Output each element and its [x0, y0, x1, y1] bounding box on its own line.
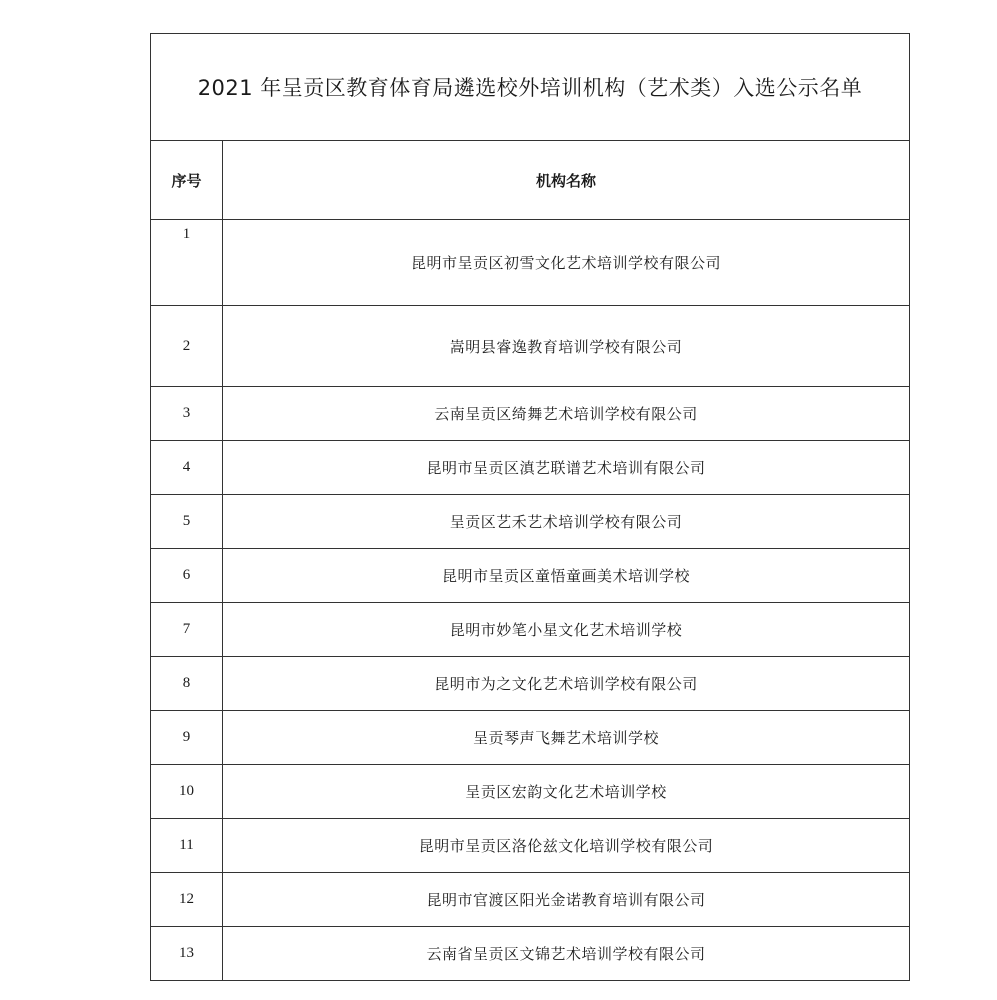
table-row: [151, 711, 910, 765]
row-name: 嵩明县睿逸教育培训学校有限公司: [223, 306, 910, 387]
row-name: 昆明市妙笔小星文化艺术培训学校: [223, 603, 910, 657]
row-name: 云南省呈贡区文锦艺术培训学校有限公司: [223, 927, 910, 981]
table-row: [151, 220, 910, 306]
table-row: [151, 441, 910, 495]
row-name: 呈贡区宏韵文化艺术培训学校: [223, 765, 910, 819]
row-index: 9: [151, 711, 223, 765]
row-name: 昆明市呈贡区洛伦兹文化培训学校有限公司: [223, 819, 910, 873]
row-index: 8: [151, 657, 223, 711]
row-index: 2: [151, 306, 223, 387]
table-row: [151, 765, 910, 819]
row-index: 1: [151, 220, 223, 306]
selection-list-table: [150, 33, 910, 981]
table-row: [151, 927, 910, 981]
row-index: 11: [151, 819, 223, 873]
row-index: 10: [151, 765, 223, 819]
row-name: 昆明市呈贡区童悟童画美术培训学校: [223, 549, 910, 603]
table-row: [151, 657, 910, 711]
table-row: [151, 495, 910, 549]
header-name: 机构名称: [223, 141, 910, 220]
table-row: [151, 819, 910, 873]
header-index: 序号: [151, 141, 223, 220]
table-row: [151, 873, 910, 927]
row-name: 呈贡琴声飞舞艺术培训学校: [223, 711, 910, 765]
title-row: [151, 34, 910, 141]
row-index: 4: [151, 441, 223, 495]
header-row: [151, 141, 910, 220]
row-name: 云南呈贡区绮舞艺术培训学校有限公司: [223, 387, 910, 441]
row-index: 6: [151, 549, 223, 603]
table-row: [151, 549, 910, 603]
row-name: 呈贡区艺禾艺术培训学校有限公司: [223, 495, 910, 549]
row-name: 昆明市呈贡区初雪文化艺术培训学校有限公司: [223, 220, 910, 306]
table-row: [151, 306, 910, 387]
row-index: 7: [151, 603, 223, 657]
document-title: 2021 年呈贡区教育体育局遴选校外培训机构（艺术类）入选公示名单: [151, 34, 910, 141]
table-row: [151, 387, 910, 441]
row-name: 昆明市官渡区阳光金诺教育培训有限公司: [223, 873, 910, 927]
table-row: [151, 603, 910, 657]
row-name: 昆明市为之文化艺术培训学校有限公司: [223, 657, 910, 711]
row-index: 3: [151, 387, 223, 441]
row-index: 5: [151, 495, 223, 549]
row-index: 13: [151, 927, 223, 981]
row-index: 12: [151, 873, 223, 927]
row-name: 昆明市呈贡区滇艺联谱艺术培训有限公司: [223, 441, 910, 495]
